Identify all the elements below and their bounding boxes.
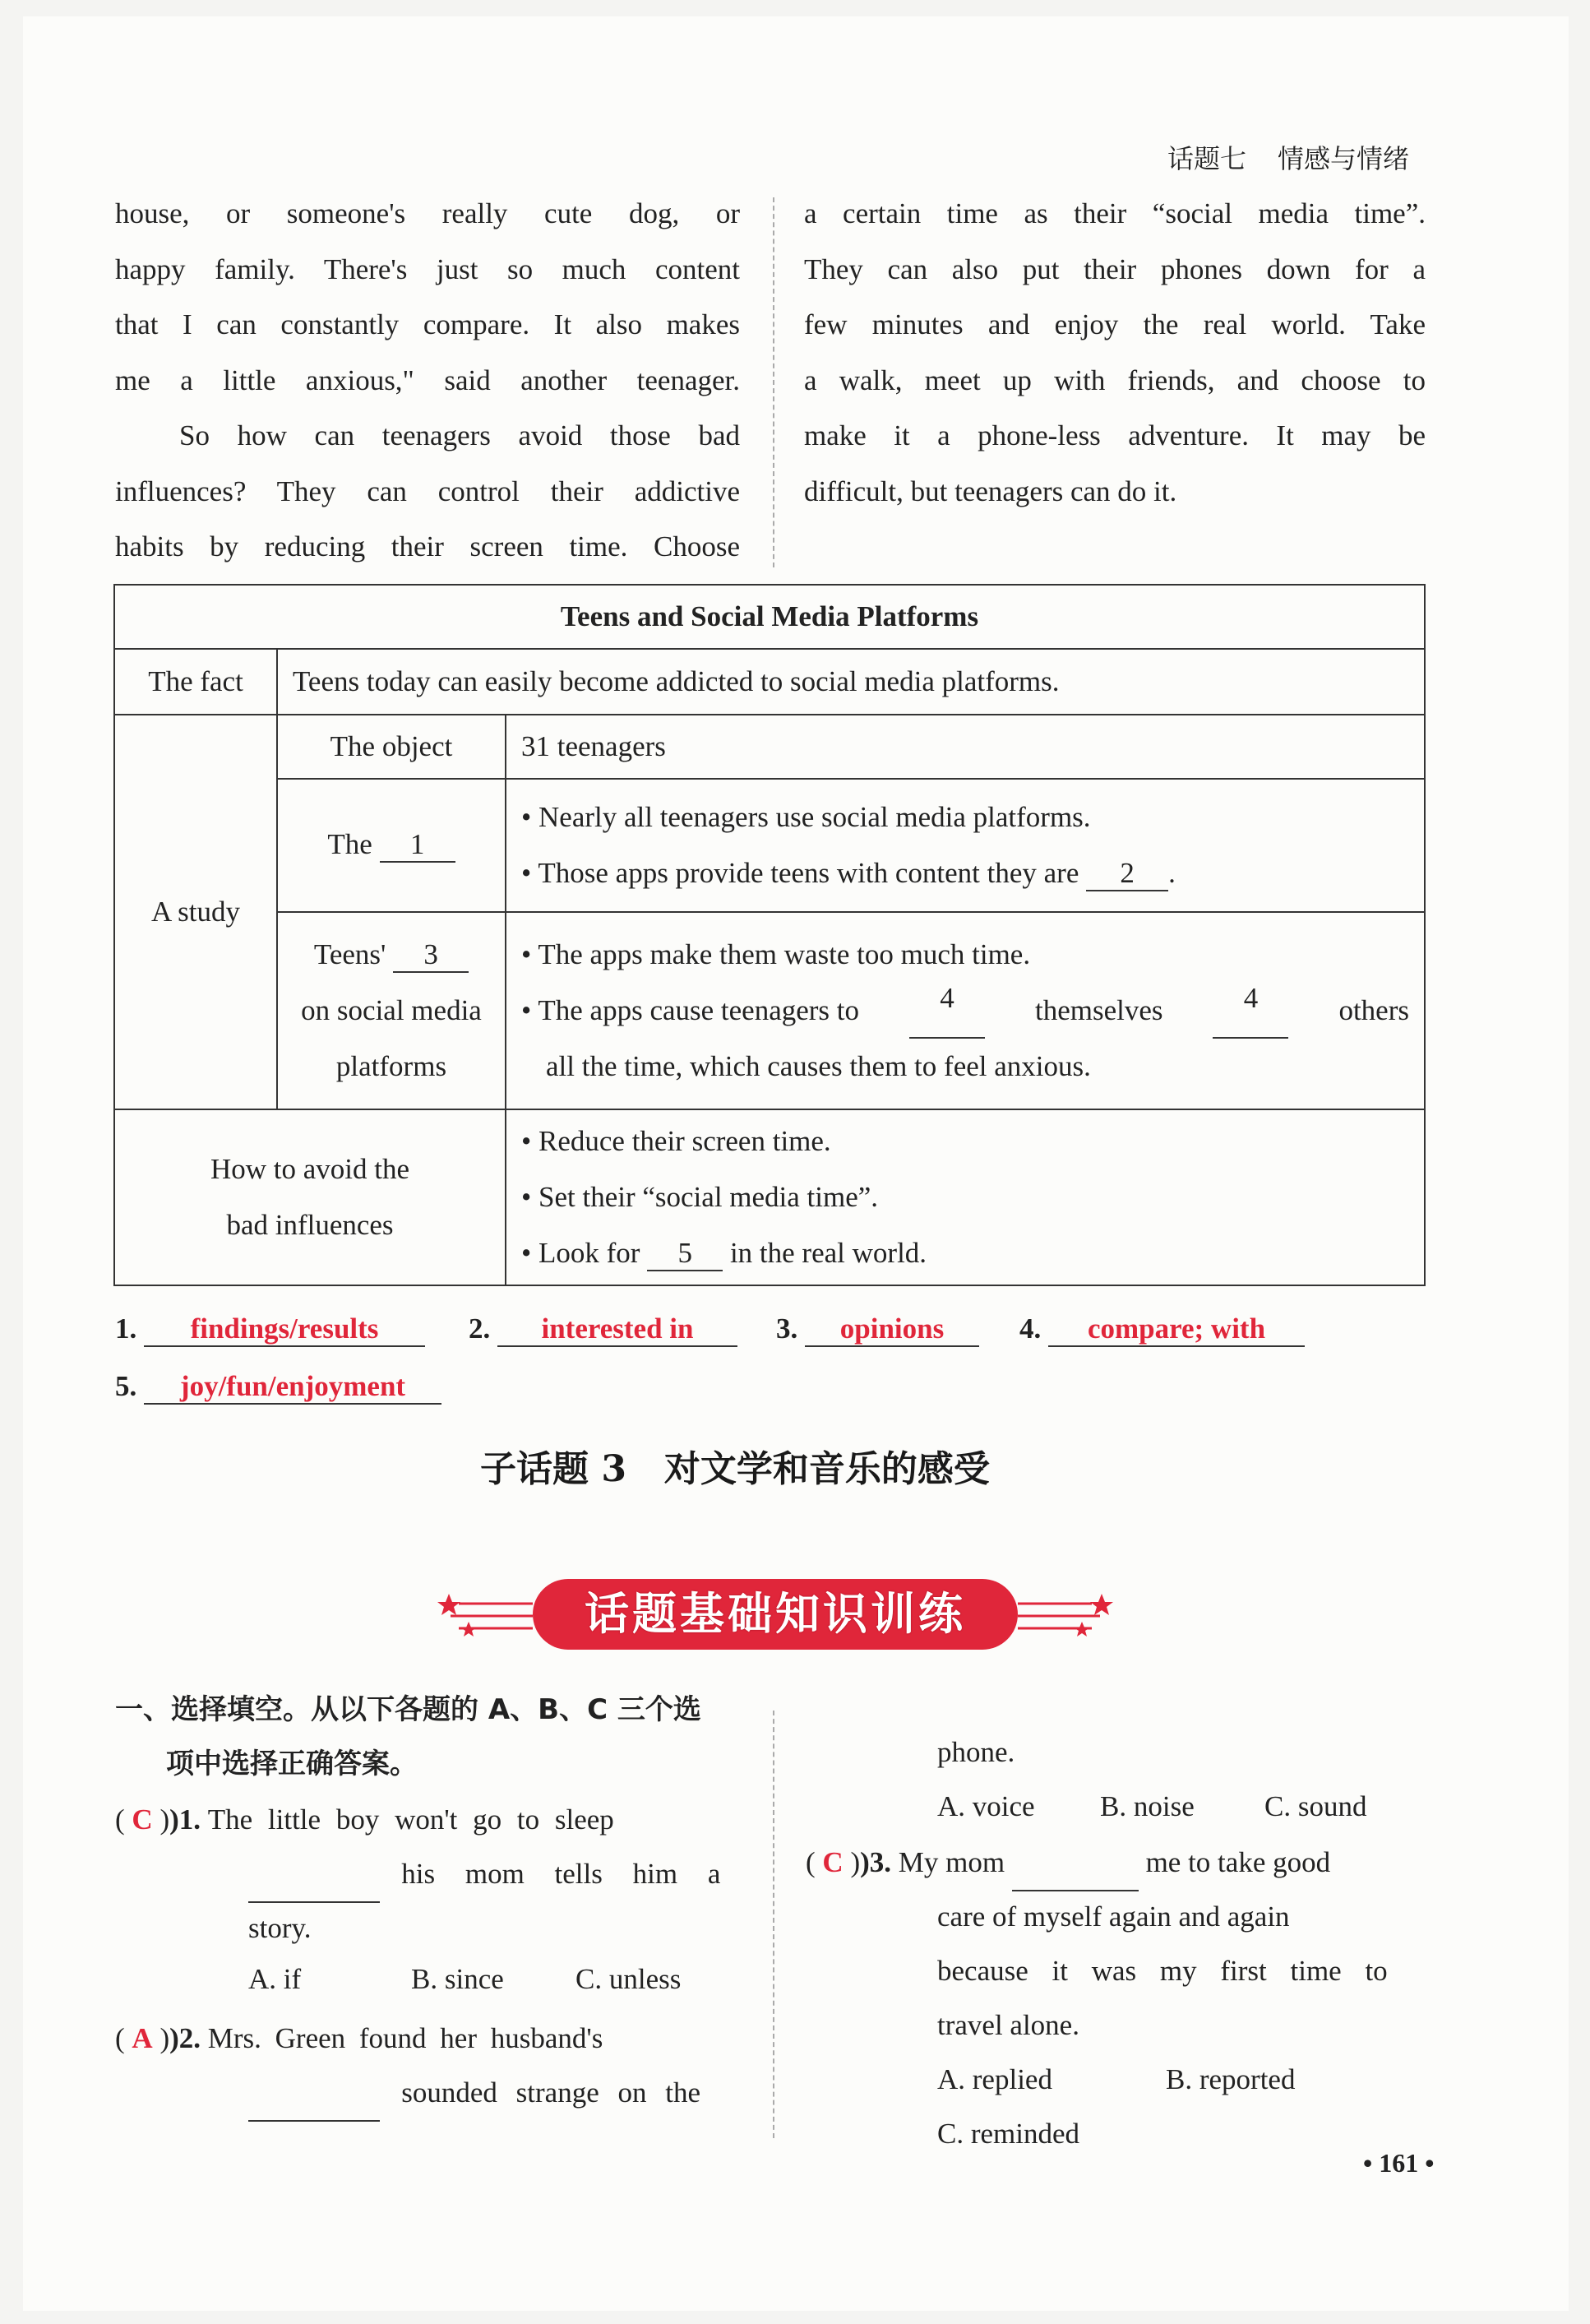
teens-label-3: platforms <box>335 1050 447 1082</box>
blank-5: 5 <box>647 1238 723 1271</box>
blank-4b: 4 <box>1213 983 1288 1039</box>
question-1-options <box>248 1952 681 2007</box>
blank-1: 1 <box>380 829 455 863</box>
tip-3-pre: • Look for <box>521 1237 640 1269</box>
answer-number: 4. <box>1019 1312 1042 1345</box>
question-2-options <box>937 1780 1366 1834</box>
avoid-label-1: How to avoid the <box>210 1153 410 1185</box>
teens-label-2: on social media <box>301 994 482 1026</box>
object-label: The object <box>277 715 506 779</box>
summary-table <box>113 584 1426 1286</box>
finding-2-text: • Those apps provide teens with content they are <box>521 857 1079 889</box>
question-text: care of myself again and again <box>937 1900 1290 1933</box>
passage-right-column <box>804 186 1426 519</box>
tip-3 <box>521 1225 1409 1281</box>
avoid-cell <box>506 1109 1425 1285</box>
question-text: My mom <box>898 1846 1005 1878</box>
running-header <box>1167 138 1409 176</box>
opinion-2 <box>521 983 1409 1039</box>
fact-label: The fact <box>114 649 277 715</box>
option-a: A. voice <box>937 1790 1035 1822</box>
question-text: phone. <box>937 1736 1015 1768</box>
section-heading-1: 一、选择填空。从以下各题的 A、B、C 三个选 <box>115 1693 701 1726</box>
answer-5 <box>115 1370 441 1405</box>
the-label: The <box>327 828 372 861</box>
answer-4 <box>1019 1312 1305 1347</box>
question-2-line-2 <box>248 2066 700 2122</box>
answer-text: interested in <box>497 1312 737 1347</box>
opinions-cell <box>506 912 1425 1109</box>
answer-text: joy/fun/enjoyment <box>144 1370 441 1405</box>
banner-title: 话题基础知识训练 <box>533 1579 1018 1650</box>
passage-left-column <box>115 186 740 575</box>
passage-line: happy family. There's just so much content <box>115 252 740 285</box>
blank-4a: 4 <box>909 983 985 1039</box>
opinion-1: • The apps make them waste too much time. <box>521 938 1031 970</box>
findings-cell <box>506 779 1425 912</box>
question-2: ( A ))2. Mrs. Green found her husband's <box>115 2022 603 2054</box>
header-topic: 话题七 <box>1167 143 1247 174</box>
answer-1 <box>115 1312 425 1347</box>
opinion-2-b: themselves <box>1034 994 1163 1026</box>
avoid-label-2: bad influences <box>226 1209 394 1241</box>
answer-text: opinions <box>805 1312 979 1347</box>
answer-2 <box>469 1312 737 1347</box>
findings-label <box>277 779 506 912</box>
tip-3-post: in the real world. <box>729 1237 927 1269</box>
blank-2: 2 <box>1086 858 1168 891</box>
tip-2: • Set their “social media time”. <box>521 1181 879 1213</box>
passage-line: a walk, meet up with friends, and choose to <box>804 363 1426 396</box>
opinion-2-a: • The apps cause teenagers to <box>521 994 860 1026</box>
question-1: ( C ))1. The little boy won't go to sleep <box>115 1803 614 1836</box>
question-1-line-2 <box>248 1847 720 1903</box>
question-text: me to take good <box>1145 1846 1331 1878</box>
answer-3 <box>776 1312 979 1347</box>
answer-text: compare; with <box>1048 1312 1305 1347</box>
page-number: • 161 • <box>1363 2148 1435 2178</box>
question-text: his mom tells him a <box>401 1858 721 1890</box>
fact-text: Teens today can easily become addicted to social media platforms. <box>277 649 1425 715</box>
answer-choice: C <box>822 1846 844 1878</box>
object-value: 31 teenagers <box>506 715 1425 779</box>
option-a: A. if <box>248 1963 302 1995</box>
column-divider <box>773 197 774 567</box>
section-heading-2: 项中选择正确答案。 <box>166 1748 418 1780</box>
option-c: C. sound <box>1264 1790 1367 1822</box>
option-b: B. since <box>411 1963 504 1995</box>
question-text: sounded strange on the <box>401 2076 700 2109</box>
finding-1: • Nearly all teenagers use social media platforms. <box>521 801 1091 833</box>
question-text: story. <box>248 1912 312 1944</box>
answer-choice: C <box>132 1803 153 1836</box>
subtopic-title: 子话题 3 对文学和音乐的感受 <box>480 1448 990 1490</box>
study-label: A study <box>114 715 277 1109</box>
passage-line: make it a phone-less adventure. It may be <box>804 419 1426 451</box>
question-3-options-ab <box>937 2053 1295 2107</box>
header-title: 情感与情绪 <box>1278 143 1410 174</box>
teens-label: Teens' <box>313 938 386 970</box>
answer-choice: A <box>132 2022 153 2054</box>
answer-text: findings/results <box>144 1312 425 1347</box>
section-banner <box>434 1579 1116 1653</box>
answer-number: 3. <box>776 1312 798 1345</box>
passage-line: influences? They can control their addictive <box>115 475 740 507</box>
opinions-label <box>277 912 506 1109</box>
passage-line: habits by reducing their screen time. Choose <box>115 530 740 562</box>
question-number: )3. <box>860 1846 891 1878</box>
question-number: )2. <box>169 2022 201 2054</box>
opinion-2-c: others <box>1338 994 1409 1026</box>
avoid-label <box>114 1109 506 1285</box>
blank-3: 3 <box>393 939 469 973</box>
passage-line: So how can teenagers avoid those bad <box>179 419 740 451</box>
passage-line: that I can constantly compare. It also makes <box>115 308 740 340</box>
option-a: A. replied <box>937 2063 1052 2095</box>
option-c: C. reminded <box>937 2118 1080 2150</box>
question-text: The little boy won't go to sleep <box>207 1803 614 1836</box>
tip-1: • Reduce their screen time. <box>521 1125 831 1157</box>
answer-number: 2. <box>469 1312 491 1345</box>
question-text: because it was my first time to <box>937 1955 1388 1987</box>
option-c: C. unless <box>575 1963 682 1995</box>
question-3: ( C ))3. My mom me to take good <box>806 1836 1330 1891</box>
question-number: )1. <box>169 1803 201 1836</box>
column-divider <box>773 1711 774 2138</box>
opinion-3: all the time, which causes them to feel anxious. <box>546 1050 1091 1082</box>
option-b: B. reported <box>1166 2063 1296 2095</box>
finding-2: • Those apps provide teens with content they are 2 . <box>521 845 1409 901</box>
passage-line: difficult, but teenagers can do it. <box>804 475 1177 507</box>
answer-number: 5. <box>115 1370 137 1402</box>
question-text: travel alone. <box>937 2009 1079 2041</box>
passage-line: a certain time as their “social media time”. <box>804 197 1426 229</box>
passage-line: me a little anxious," said another teenager. <box>115 363 740 396</box>
answer-number: 1. <box>115 1312 137 1345</box>
question-text: Mrs. Green found her husband's <box>207 2022 603 2054</box>
table-title: Teens and Social Media Platforms <box>114 585 1425 649</box>
passage-line: few minutes and enjoy the real world. Take <box>804 308 1426 340</box>
passage-line: house, or someone's really cute dog, or <box>115 197 740 229</box>
passage-line: They can also put their phones down for a <box>804 252 1426 285</box>
option-b: B. noise <box>1100 1790 1195 1822</box>
